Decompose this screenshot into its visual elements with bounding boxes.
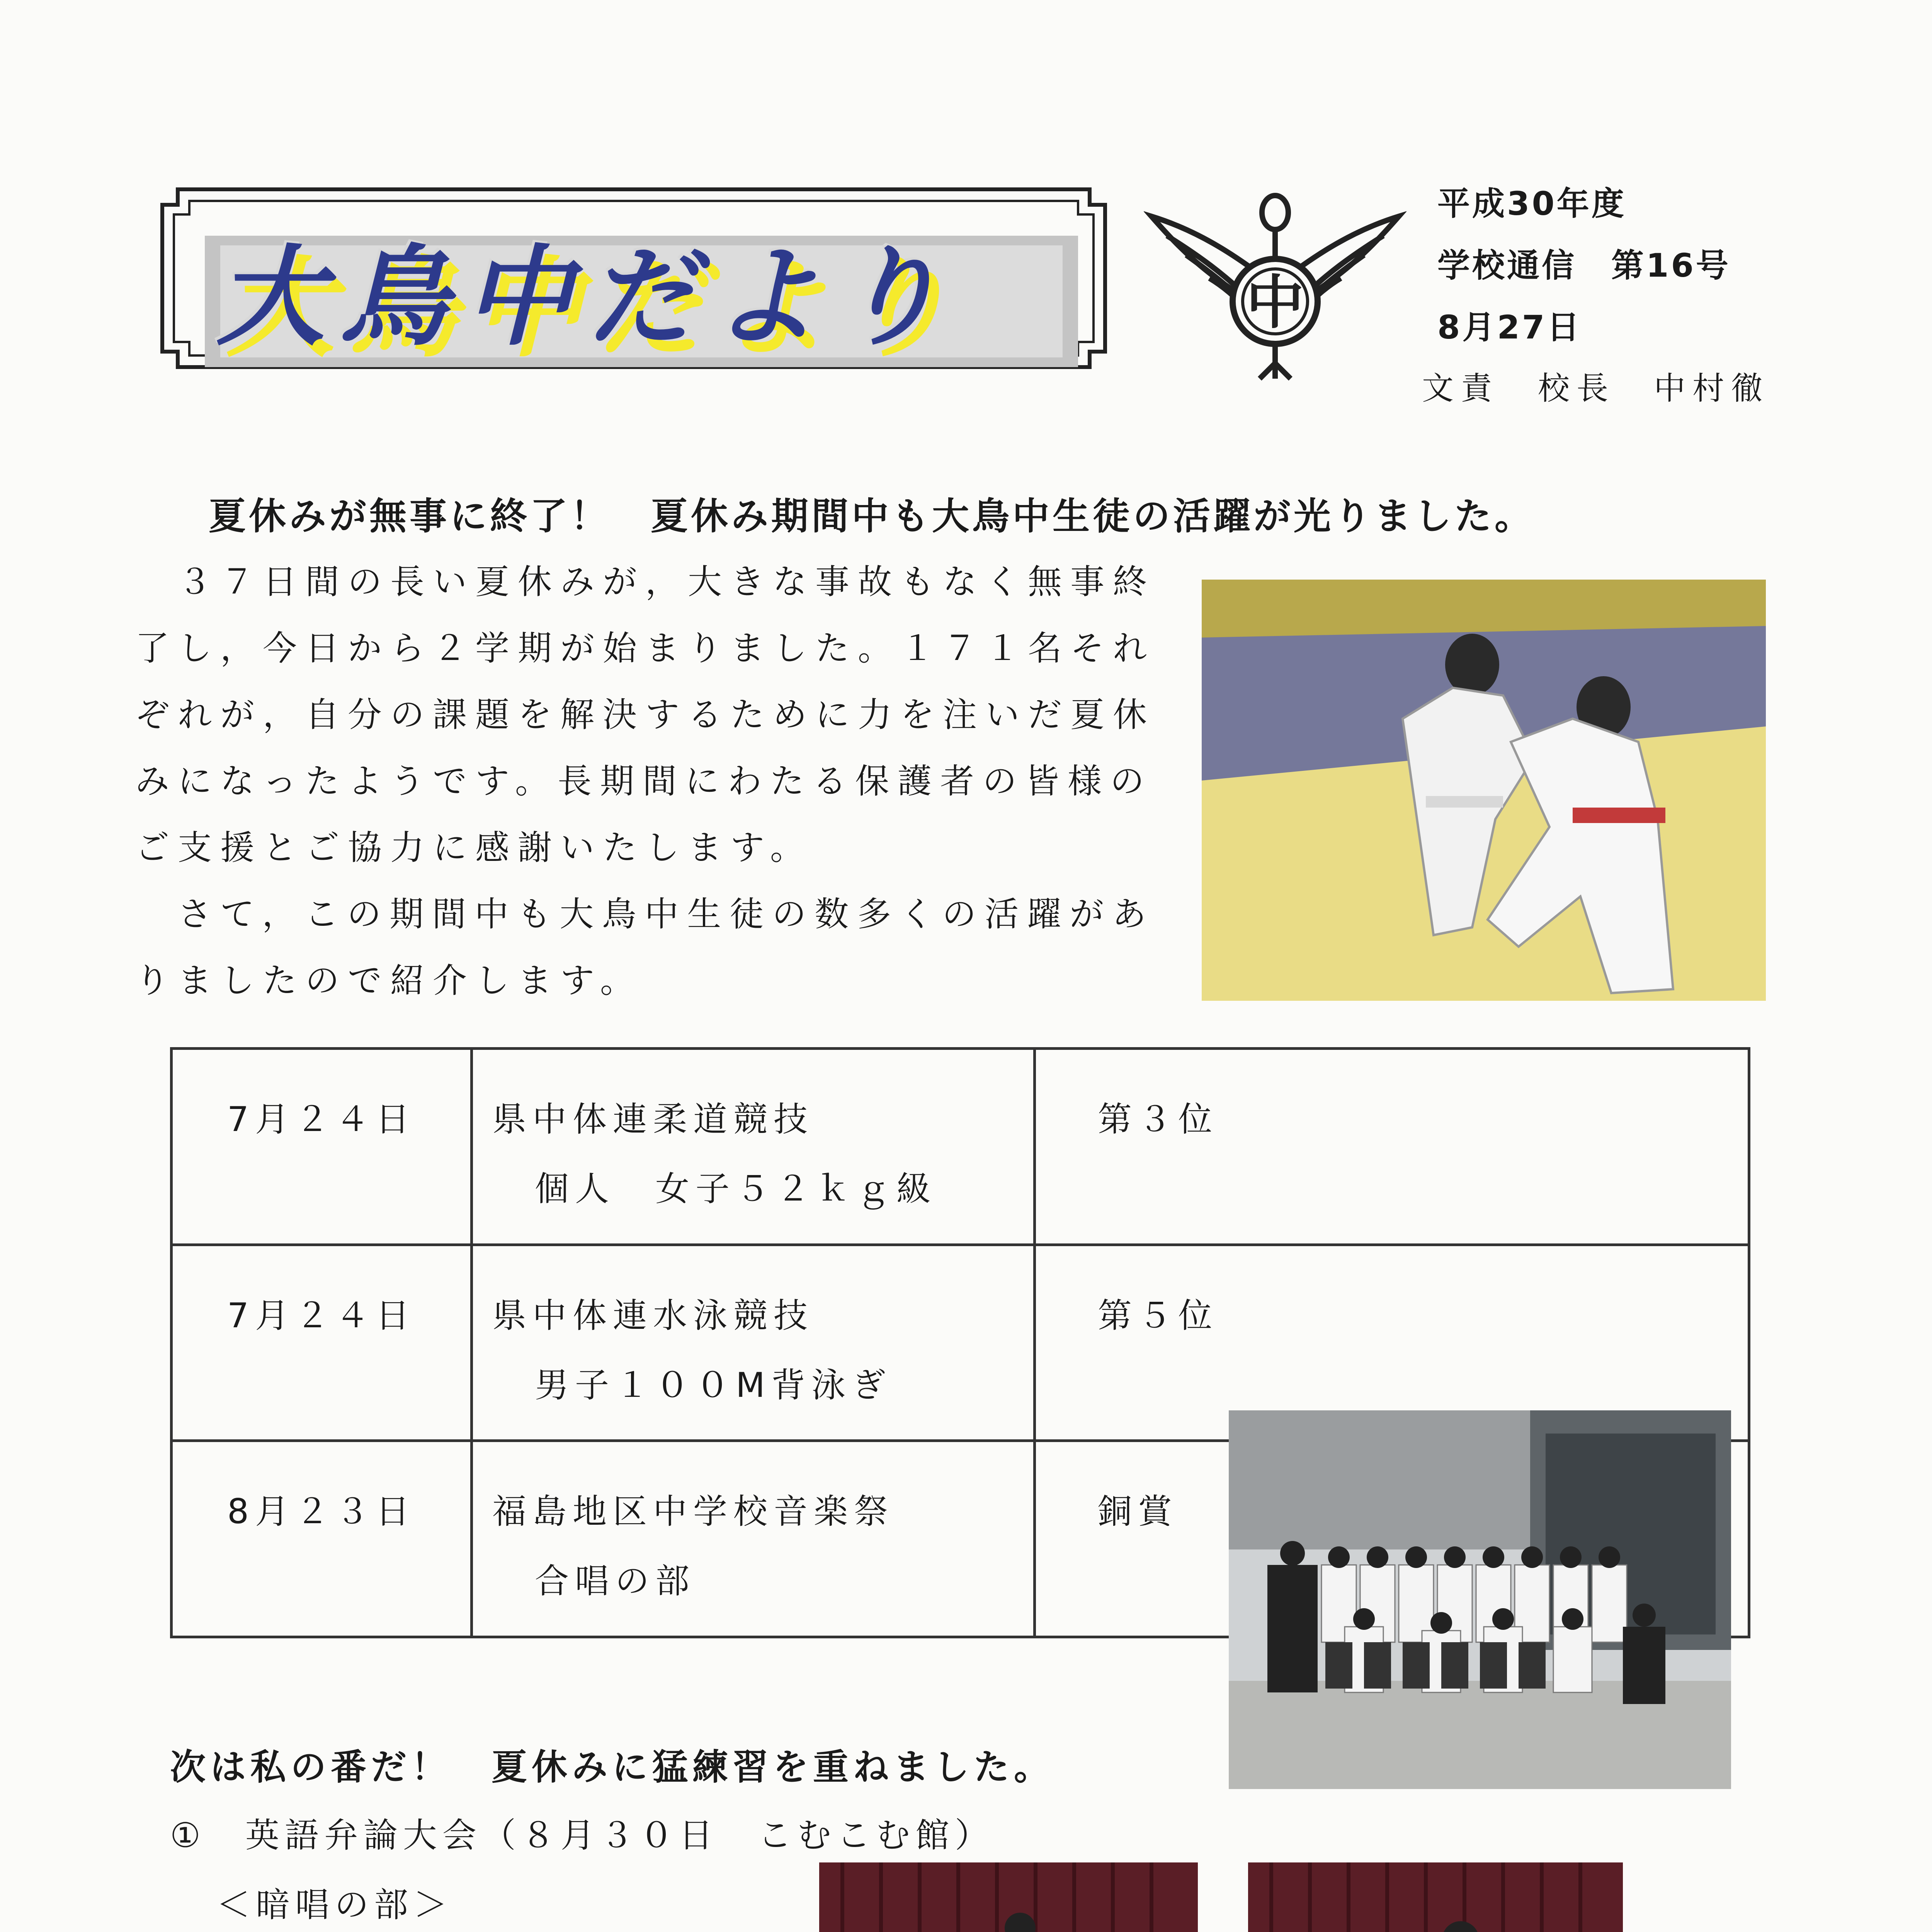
result-date: 7月２４日 (172, 1245, 472, 1441)
intro-line: ぞれが，自分の課題を解決するために力を注いだ夏休 (135, 695, 1156, 735)
table-row (172, 1049, 1749, 1245)
intro-line: みになったようです。長期間にわたる保護者の皆様の (135, 761, 1153, 801)
event-detail: 男子１００M背泳ぎ (535, 1365, 892, 1405)
event-name: 県中体連柔道競技 (492, 1099, 814, 1139)
result-place: 第５位 (1035, 1245, 1749, 1441)
author: 文責 校長 中村徹 (1422, 370, 1770, 407)
result-event (472, 1245, 1035, 1441)
newsletter-title: 大鳥中だより (216, 235, 958, 361)
result-date: 7月２４日 (172, 1049, 472, 1245)
intro-line: ご支援とご協力に感謝いたします。 (135, 828, 813, 867)
event-detail: 個人 女子５２ｋｇ級 (535, 1169, 937, 1209)
intro-line: 了し，今日から２学期が始まりました。１７１名それ (135, 628, 1156, 668)
result-place: 銅賞 (1035, 1441, 1749, 1637)
item-speech-contest: ① 英語弁論大会（８月３０日 こむこむ館） (170, 1815, 994, 1855)
event-name: 福島地区中学校音楽祭 (492, 1492, 895, 1532)
intro-line: さて，この期間中も大鳥中生徒の数多くの活躍があ (135, 894, 1155, 934)
issue-date: 8月27日 (1437, 308, 1582, 346)
intro-line: ３７日間の長い夏休みが，大きな事故もなく無事終 (135, 562, 1156, 602)
result-event (472, 1049, 1035, 1245)
issue-number: 学校通信 第16号 (1437, 247, 1731, 284)
event-name: 県中体連水泳競技 (492, 1295, 814, 1335)
event-detail: 合唱の部 (535, 1561, 696, 1601)
result-place: 第３位 (1035, 1049, 1749, 1245)
speech-boy-photo (819, 1862, 1198, 1932)
section2-heading: 次は私の番だ！ 夏休みに猛練習を重ねました。 (170, 1747, 1054, 1788)
result-event (472, 1441, 1035, 1637)
choir-group-photo (1229, 1410, 1731, 1789)
intro-line: りましたので紹介します。 (135, 961, 643, 1000)
headline: 夏休みが無事に終了！ 夏休み期間中も大鳥中生徒の活躍が光りました。 (209, 495, 1535, 538)
item-recitation-division: ＜暗唱の部＞ (216, 1885, 453, 1925)
intro-paragraph (135, 549, 1202, 1014)
judo-match-photo (1202, 580, 1766, 1001)
speech-girl-photo (1248, 1862, 1623, 1932)
fiscal-year: 平成30年度 (1437, 185, 1626, 223)
school-emblem-icon (1144, 170, 1406, 386)
result-date: 8月２３日 (172, 1441, 472, 1637)
emblem-char: 中 (1246, 269, 1304, 337)
